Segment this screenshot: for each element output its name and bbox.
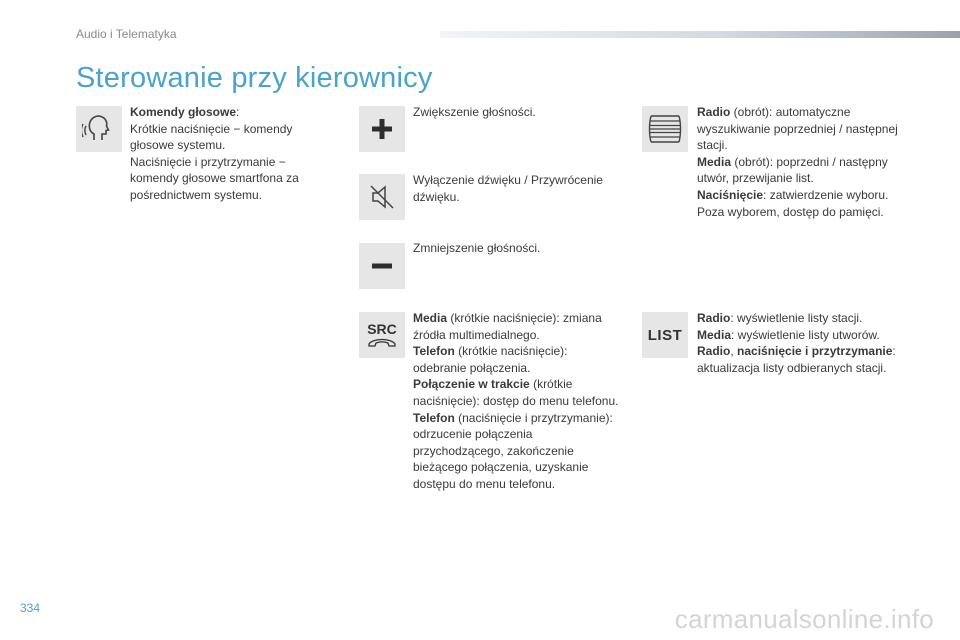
- voice-command-long-press: Naciśnięcie i przytrzymanie − komendy głosowe smartfona za pośrednictwem systemu.: [130, 154, 299, 202]
- wheel-radio-term: Radio: [697, 105, 731, 119]
- plus-icon: [369, 116, 395, 142]
- src-icon-label: SRC: [367, 321, 397, 337]
- voice-command-button-icon: [76, 106, 122, 152]
- list-button-icon: [642, 312, 688, 358]
- src-call-term: Połączenie w trakcie: [413, 377, 530, 392]
- list-media-term: Media: [697, 327, 732, 342]
- volume-down-button-icon: [359, 243, 405, 289]
- mute-description: Wyłączenie dźwięku / Przywrócenie dźwięku.: [413, 173, 603, 204]
- src-media-term: Media: [413, 311, 448, 325]
- src-phone-text: (krótkie naciśnięcie): odebranie połączenia.: [413, 344, 568, 375]
- list-hold-text: : aktualizacja listy odbieranych stacji.: [697, 344, 896, 375]
- list-radio-text: : wyświetlenie listy stacji.: [730, 311, 863, 325]
- voice-command-icon: [82, 112, 116, 146]
- src-phone-hold-term: Telefon: [413, 410, 455, 425]
- thumbwheel-icon: [648, 113, 682, 145]
- list-radio-hold-term: Radio: [697, 344, 731, 359]
- wheel-press-term: Naciśnięcie: [697, 187, 764, 202]
- wheel-press-text: : zatwierdzenie wyboru. Poza wyborem, dostęp do pamięci.: [697, 187, 889, 219]
- wheel-radio-text: (obrót): automatyczne wyszukiwanie poprzedniej / następnej stacji.: [697, 105, 898, 153]
- mute-button-icon: [359, 174, 405, 220]
- wheel-media-text: (obrót): poprzedni / następny utwór, przewijanie list.: [697, 154, 888, 186]
- page-number: 334: [20, 601, 41, 615]
- volume-up-description: Zwiększenie głośności.: [413, 105, 536, 119]
- header-section-label: Audio i Telematyka: [76, 27, 177, 41]
- list-media-text: : wyświetlenie listy utworów.: [731, 327, 880, 342]
- minus-icon: [369, 253, 395, 279]
- thumbwheel-description: [697, 104, 902, 220]
- list-icon-label: LIST: [647, 326, 683, 344]
- list-radio-hold-sep: ,: [730, 344, 738, 359]
- volume-down-description: Zmniejszenie głośności.: [413, 241, 541, 255]
- volume-up-button-icon: [359, 106, 405, 152]
- wheel-media-term: Media: [697, 154, 732, 169]
- watermark: carmanualsonline.info: [674, 604, 934, 634]
- src-call-text: (krótkie naciśnięcie): dostęp do menu telefonu.: [413, 377, 619, 408]
- list-hold-term: naciśnięcie i przytrzymanie: [737, 344, 893, 359]
- phone-handset-icon: [367, 336, 397, 348]
- src-phone-hold-text: (naciśnięcie i przytrzymanie): odrzucenie połączenia przychodzącego, zakończenie bieżącego połączenia, uzyskanie dostępu do menu telefonu.: [413, 410, 613, 491]
- thumbwheel-button-icon: [642, 106, 688, 152]
- voice-command-colon: :: [236, 105, 240, 119]
- src-media-text: (krótkie naciśnięcie): zmiana źródła multimedialnego.: [413, 311, 602, 342]
- src-phone-term: Telefon: [413, 344, 455, 359]
- mute-speaker-icon: [367, 182, 397, 212]
- voice-command-term: Komendy głosowe: [130, 105, 237, 119]
- src-button-icon: [359, 312, 405, 358]
- page-title: Sterowanie przy kierownicy: [76, 62, 433, 94]
- header-decorative-bar: [440, 31, 960, 38]
- list-radio-term: Radio: [697, 311, 731, 325]
- src-description: [413, 310, 623, 493]
- list-description: [697, 310, 902, 376]
- voice-command-description: [130, 104, 320, 204]
- voice-command-short-press: Krótkie naciśnięcie − komendy głosowe systemu.: [130, 121, 293, 153]
